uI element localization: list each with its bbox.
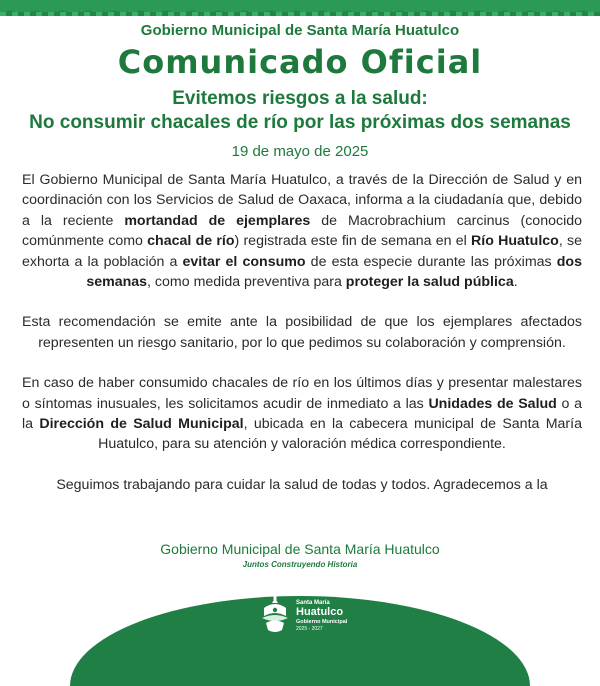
paragraph-4: Seguimos trabajando para cuidar la salud de todas y todos. Agradecemos a la [56, 476, 548, 493]
text-run: , se exhorta a la población a [22, 233, 582, 270]
paragraph-3 [22, 373, 582, 455]
bold-text: Unidades de Salud [428, 395, 557, 412]
text-run: de esta especie durante las próximas [305, 253, 557, 270]
bold-text: dos semanas [86, 253, 582, 291]
logo-text-line-4: 2025 - 2027 [296, 626, 323, 632]
subtitle-line-1: Evitemos riesgos a la salud: [172, 88, 428, 109]
bold-text: chacal de río [147, 233, 235, 250]
logo-text-line-2: Huatulco [296, 606, 344, 618]
decorative-top-band [0, 0, 600, 16]
slogan: Juntos Construyendo Historia [242, 560, 358, 569]
text-run: El Gobierno Municipal de Santa María Huatulco, a través de la Dirección de Salud y en coordinación con los Servicios de Salud de Oaxaca, informa a la ciudadanía que, debido a la reciente [22, 172, 582, 229]
bold-text: proteger la salud pública [345, 274, 514, 291]
text-run: ) registrada este fin de semana en el [234, 233, 472, 250]
logo-text-line-3: Gobierno Municipal [296, 619, 348, 625]
text-run: o a la [22, 395, 582, 433]
text-run: En caso de haber consumido chacales de río en los últimos días y presentar malestares o síntomas inusuales, les solicitamos acudir de inmediato a las [22, 375, 582, 412]
page-title: Comunicado Oficial [117, 43, 483, 81]
text-run: de Macrobrachium carcinus (conocido comúnmente como [22, 212, 583, 250]
bold-text: Río Huatulco [471, 233, 559, 250]
bold-text: Dirección de Salud Municipal [39, 416, 244, 433]
communique-body [22, 170, 582, 515]
municipal-emblem-icon [258, 596, 292, 634]
text-run: . [513, 274, 518, 291]
municipal-logo [258, 596, 368, 636]
paragraph-2: Esta recomendación se emite ante la posibilidad de que los ejemplares afectados representen un riesgo sanitario, por lo que pedimos su colaboración y comprensión. [22, 314, 582, 351]
publication-date: 19 de mayo de 2025 [231, 143, 369, 160]
paragraph-1 [22, 170, 582, 292]
footer-organization-name: Gobierno Municipal de Santa María Huatulco [160, 541, 440, 557]
bold-text: mortandad de ejemplares [124, 212, 311, 229]
bold-text: evitar el consumo [182, 253, 306, 270]
subtitle-line-2: No consumir chacales de río por las próximas dos semanas [29, 112, 571, 133]
text-run: , ubicada en la cabecera municipal de Santa María Huatulco, para su atención y valoración médica correspondiente. [98, 416, 582, 453]
header [0, 20, 600, 160]
text-run: , como medida preventiva para [147, 274, 346, 291]
organization-name: Gobierno Municipal de Santa María Huatulco [140, 22, 460, 39]
logo-text-line-1: Santa María [296, 600, 330, 606]
